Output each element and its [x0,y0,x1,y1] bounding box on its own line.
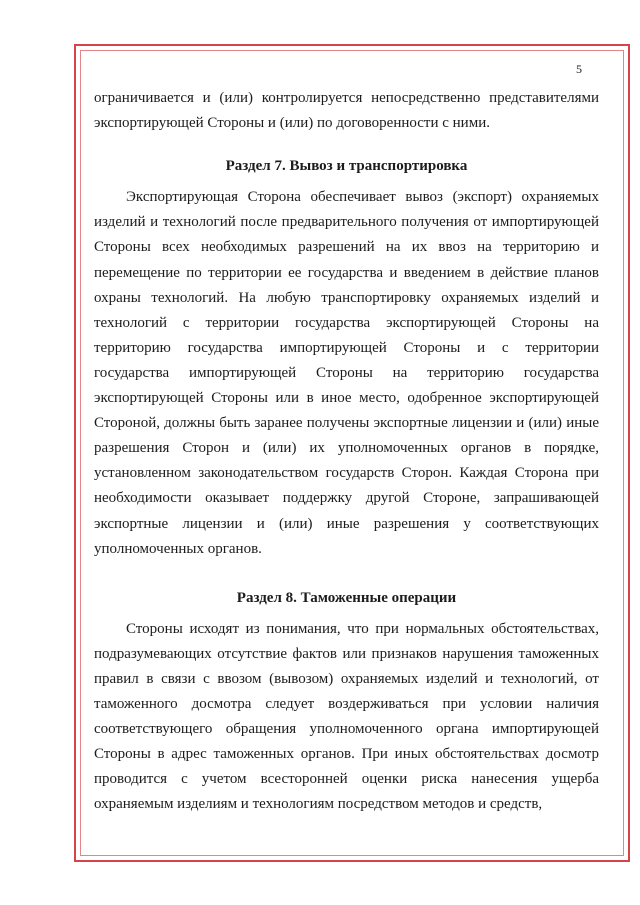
section-8-paragraph: Стороны исходят из понимания, что при нормальных обстоятельствах, подразумевающих отсутствие фактов или признаков нарушения таможенных правил в связи с ввозом (вывозом) охраняемых изделий и технологий, от таможенного досмотра следует воздерживаться при условии наличия соответствующего обращения уполномоченного органа импортирующей Стороны в адрес таможенных органов. При иных обстоятельствах досмотр проводится с учетом всесторонней оценки риска нанесения ущерба охраняемым изделиям и технологиям посредством методов и средств, [94,620,599,813]
section-7-paragraph: Экспортирующая Сторона обеспечивает вывоз (экспорт) охраняемых изделий и технологий после предварительного получения от импортирующей Стороны всех необходимых разрешений на их ввоз на территорию и перемещение по территории ее государства и введением в действие планов охраны технологий. На любую транспортировку охраняемых изделий и технологий с территории государства экспортирующей Стороны на территорию государства импортирующей Стороны и с территории государства импортирующей Стороны на территорию государства экспортирующей Стороны или в иное место, одобренное экспортирующей Стороной, должны быть заранее получены экспортные лицензии и (или) иные разрешения Сторон и (или) их уполномоченных органов в порядке, установленном законодательством государств Сторон. Каждая Сторона при необходимости оказывает поддержку другой Стороне, запрашивающей экспортные лицензии и (или) иные разрешения у соответствующих уполномоченных органов. [94,189,599,557]
section-8-title: Раздел 8. Таможенные операции [236,589,457,606]
section-7-title: Раздел 7. Вывоз и транспортировка [225,158,468,175]
intro-paragraph: ограничивается и (или) контролируется непосредственно представителями экспортирующей Стороны и (или) по договоренности с ними. [94,90,599,132]
document-body [94,86,599,818]
page-number: 5 [576,62,582,76]
